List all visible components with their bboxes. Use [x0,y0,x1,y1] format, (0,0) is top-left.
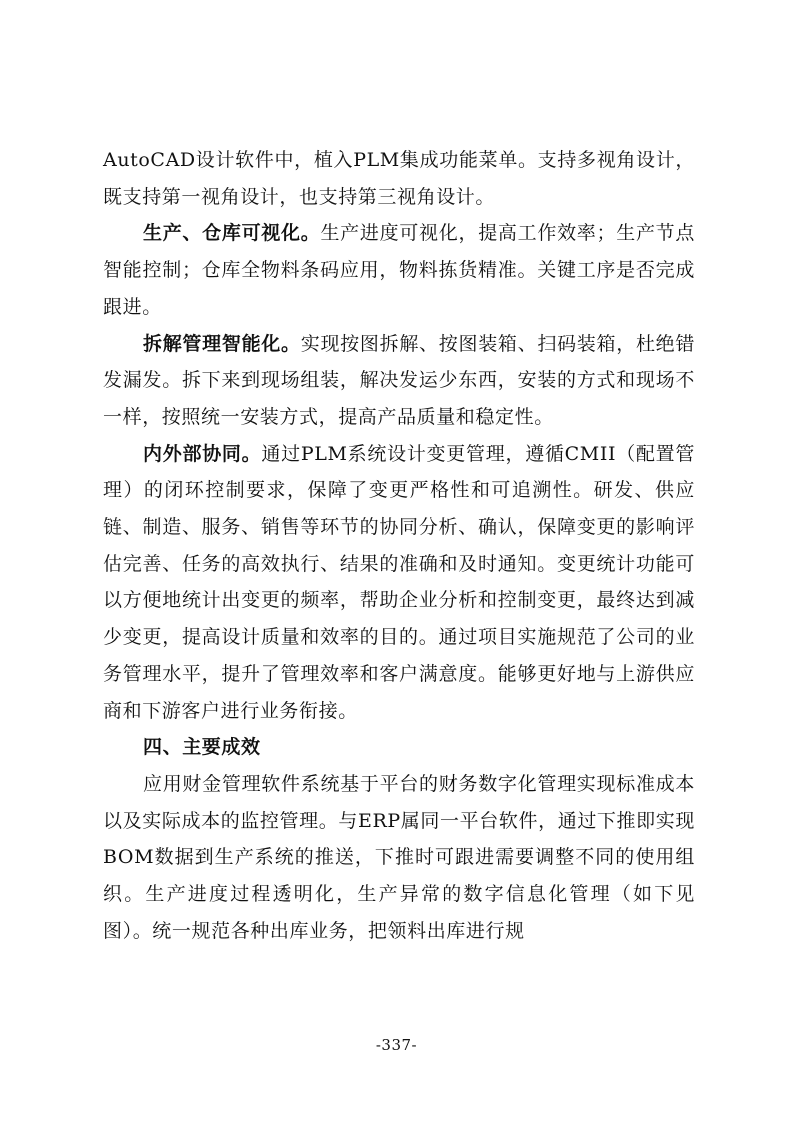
paragraph-lead: 内外部协同。 [143,442,262,465]
section-heading: 四、主要成效 [143,736,261,759]
page-number: -337- [375,1036,418,1054]
paragraph-internal-external-collaboration [103,436,695,730]
paragraph-text: 生产进度可视化，提高工作效率；生产节点智能控制；仓库全物料条码应用，物料拣货精准。关键工序是否完成跟进。 [103,222,695,318]
paragraph-production-visualization [103,215,695,325]
paragraph-main-results [103,766,695,950]
paragraph-text: 实现按图拆解、按图装箱、扫码装箱，杜绝错发漏发。拆下来到现场组装，解决发运少东西，安装的方式和现场不一样，按照统一安装方式，提高产品质量和稳定性。 [103,332,695,428]
paragraph-text: 应用财金管理软件系统基于平台的财务数字化管理实现标准成本以及实际成本的监控管理。与ERP属同一平台软件，通过下推即实现BOM数据到生产系统的推送，下推时可跟进需要调整不同的使用组织。生产进度过程透明化，生产异常的数字信息化管理（如下见图）。统一规范各种出库业务，把领料出库进行规 [103,772,695,942]
paragraph-lead: 生产、仓库可视化。 [143,222,321,245]
paragraph-lead: 拆解管理智能化。 [143,332,301,355]
paragraph-autocad-integration [103,142,695,215]
paragraph-text: 通过PLM系统设计变更管理，遵循CMII（配置管理）的闭环控制要求，保障了变更严格性和可追溯性。研发、供应链、制造、服务、销售等环节的协同分析、确认，保障变更的影响评估完善、任务的高效执行、结果的准确和及时通知。变更统计功能可以方便地统计出变更的频率，帮助企业分析和控制变更，最终达到减少变更，提高设计质量和效率的目的。通过项目实施规范了公司的业务管理水平，提升了管理效率和客户满意度。能够更好地与上游供应商和下游客户进行业务衔接。 [103,442,695,722]
paragraph-text: AutoCAD设计软件中，植入PLM集成功能菜单。支持多视角设计，既支持第一视角设计，也支持第三视角设计。 [103,149,695,208]
paragraph-disassembly-management [103,326,695,436]
body-text [103,142,695,949]
